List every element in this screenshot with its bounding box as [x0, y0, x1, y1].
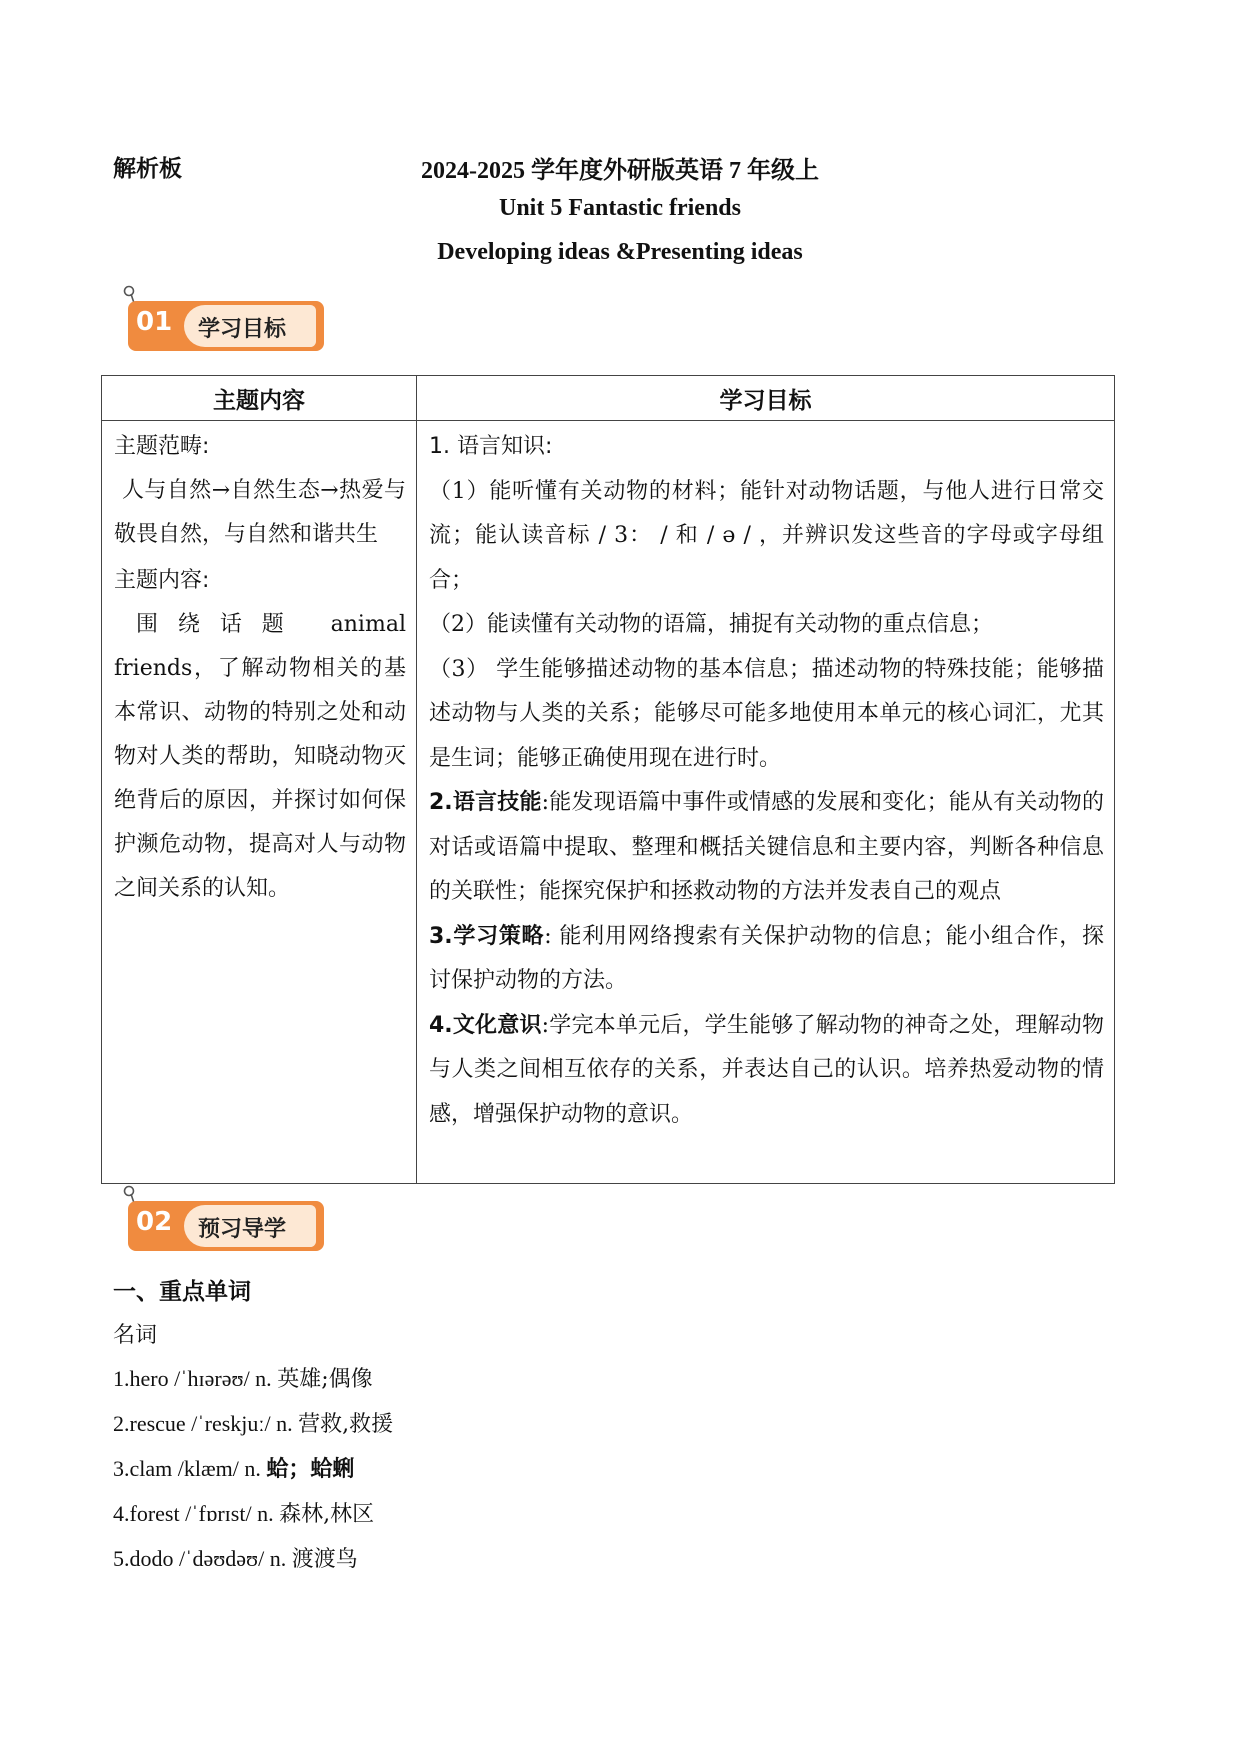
topic-cell	[102, 421, 417, 1184]
vocab-meaning: 英雄;偶像	[277, 1367, 373, 1392]
objectives-cell	[417, 421, 1115, 1184]
section-badge-objectives	[112, 285, 332, 355]
vocab-meaning: 渡渡鸟	[291, 1547, 358, 1572]
item3-text: : 能利用网络搜索有关保护动物的信息；能小组合作，探讨保护动物的方法。	[429, 923, 1104, 993]
list-item	[113, 1407, 393, 1438]
item2-label: 2.语言技能	[429, 790, 542, 815]
list-item	[113, 1497, 374, 1528]
item3-label: 3.学习策略	[429, 923, 545, 949]
content-text: 围绕话题 animal friends，了解动物相关的基本常识、动物的特别之处和动物对人类的帮助，知晓动物灭绝背后的原因，并探讨如何保护濒危动物，提高对人与动物之间关系的认知。	[114, 612, 406, 901]
item2	[429, 781, 1104, 915]
unit-title: Unit 5 Fantastic friends	[499, 195, 741, 221]
list-item	[113, 1452, 354, 1483]
badge-tag	[184, 305, 316, 347]
item1-p2: （2）能读懂有关动物的语篇，捕捉有关动物的重点信息；	[429, 612, 993, 637]
vocab-meaning: 蛤；蛤蜊	[266, 1457, 355, 1482]
vocab-section-title: 一、重点单词	[113, 1279, 251, 1305]
badge-number: 02	[136, 1207, 173, 1237]
col-header-objectives: 学习目标	[417, 376, 1115, 421]
content-label: 主题内容:	[114, 568, 210, 593]
item3	[429, 915, 1104, 1004]
badge-label: 预习导学	[198, 1217, 287, 1242]
item1-p1: （1）能听懂有关动物的材料；能针对动物话题，与他人进行日常交流；能认读音标 / 3： / 和 / ə / ，并辨识发这些音的字母或字母组合；	[429, 478, 1104, 593]
table-row	[102, 421, 1115, 1184]
document-title: 2024-2025 学年度外研版英语 7 年级上	[421, 158, 819, 184]
item1-label: 1. 语言知识:	[429, 434, 553, 459]
item4	[429, 1004, 1104, 1138]
badge-tag	[184, 1205, 316, 1247]
objectives-table	[101, 375, 1115, 1184]
vocab-word: 4.forest /ˈfɒrɪst/ n.	[113, 1501, 280, 1526]
badge-label: 学习目标	[198, 317, 287, 342]
list-item	[113, 1542, 358, 1573]
item4-text: :学完本单元后，学生能够了解动物的神奇之处，理解动物与人类之间相互依存的关系，并表达自己的认识。培养热爱动物的情感，增强保护动物的意识。	[429, 1012, 1104, 1127]
list-item	[113, 1362, 373, 1393]
badge-number: 01	[136, 307, 173, 337]
scope-text: 人与自然→自然生态→热爱与敬畏自然，与自然和谐共生	[114, 478, 406, 547]
section-badge-preview	[112, 1185, 332, 1255]
table-header-row	[102, 376, 1115, 421]
vocab-meaning: 森林,林区	[279, 1502, 375, 1527]
lesson-title: Developing ideas &Presenting ideas	[437, 239, 803, 265]
item2-text: :能发现语篇中事件或情感的发展和变化；能从有关动物的对话或语篇中提取、整理和概括关键信息和主要内容，判断各种信息的关联性；能探究保护和拯救动物的方法并发表自己的观点	[429, 790, 1104, 904]
vocab-meaning: 营救,救援	[298, 1412, 394, 1437]
vocab-category: 名词	[113, 1323, 158, 1348]
vocab-word: 1.hero /ˈhɪərəʊ/ n.	[113, 1366, 278, 1391]
scope-label: 主题范畴:	[114, 434, 210, 459]
header-label: 解析板	[113, 156, 182, 182]
col-header-topic: 主题内容	[102, 376, 417, 421]
vocab-word: 5.dodo /ˈdəʊdəʊ/ n.	[113, 1546, 292, 1571]
vocab-word: 3.clam /klæm/ n.	[113, 1456, 267, 1481]
vocab-word: 2.rescue /ˈreskjuː/ n.	[113, 1411, 299, 1436]
item4-label: 4.文化意识	[429, 1012, 542, 1038]
item1-p3: （3） 学生能够描述动物的基本信息；描述动物的特殊技能；能够描述动物与人类的关系；能够尽可能多地使用本单元的核心词汇，尤其是生词；能够正确使用现在进行时。	[429, 656, 1104, 771]
